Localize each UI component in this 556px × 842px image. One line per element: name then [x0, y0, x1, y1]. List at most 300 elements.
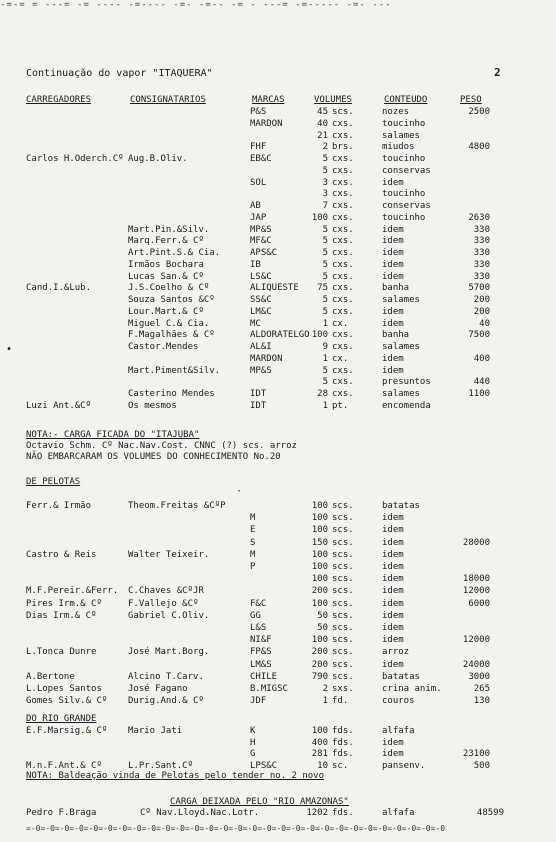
cell-conteudo: banha	[382, 330, 410, 341]
cell-unit: cxs.	[332, 271, 354, 282]
cell-volume: 5	[322, 165, 328, 176]
header-marcas: MARCAS	[252, 95, 285, 105]
cell-conteudo: idem	[382, 259, 404, 270]
cell-unit: cx.	[332, 318, 349, 329]
table-row	[0, 107, 556, 118]
cell-unit: scs.	[332, 525, 354, 536]
table-row	[0, 401, 556, 412]
cell-conteudo: conservas	[382, 165, 431, 176]
cell-unit: scs.	[332, 549, 354, 560]
cell-marca: H	[250, 737, 256, 748]
cell-consignatario: Irmãos Bochara	[128, 259, 204, 270]
cell-marca: MP&S	[250, 224, 272, 235]
cell-conteudo: idem	[382, 177, 404, 188]
cell-consignatario: Cº Nav.Lloyd.Nac.Lotr.	[140, 808, 260, 818]
note-carga-ficada: NOTA:- CARGA FICADA DO "ITAJUBA"	[26, 430, 200, 440]
cell-volume: 10	[317, 760, 328, 771]
cell-consignatario: Aug.B.Oliv.	[128, 154, 188, 164]
cell-marca: K	[250, 726, 256, 736]
cell-peso: 200	[473, 306, 490, 317]
cell-conteudo: idem	[382, 306, 404, 317]
cell-marca: MC	[250, 318, 261, 329]
cell-marca: G	[250, 749, 256, 759]
cell-marca: CHILE	[250, 671, 278, 682]
cell-peso: 330	[473, 236, 490, 247]
cell-peso: 40	[479, 318, 490, 329]
section-rio-grande: DO RIO GRANDE	[26, 714, 97, 724]
cell-volume: 100	[311, 330, 328, 341]
cell-carregador: Carlos H.Oderch.Cº	[26, 154, 124, 164]
cell-conteudo: idem	[382, 549, 404, 560]
cell-conteudo: idem	[382, 271, 404, 282]
cell-marca: GG	[250, 610, 261, 621]
cell-unit: scs.	[332, 586, 354, 597]
cell-consignatario: Art.Pint.S.& Cia.	[128, 248, 221, 258]
cell-conteudo: toucinho	[382, 154, 426, 164]
cell-marca: M	[250, 549, 256, 560]
cell-marca: L&S	[250, 623, 267, 633]
cell-conteudo: pansenv.	[382, 760, 426, 771]
cell-volume: 1	[322, 400, 328, 411]
cell-peso: 4800	[468, 142, 490, 153]
cell-conteudo: idem	[382, 635, 404, 646]
cell-unit: scs.	[332, 635, 354, 646]
cell-marca: IDT	[250, 400, 267, 411]
cell-marca: IDT	[250, 389, 267, 399]
cell-carregador: Castro & Reis	[26, 549, 97, 560]
table-row	[0, 236, 556, 247]
cell-volume: 3	[322, 189, 328, 200]
cell-consignatario: Mario Jati	[128, 726, 183, 736]
cell-consignatario: Castor.Mendes	[128, 342, 199, 352]
cell-volume: 28	[317, 389, 328, 399]
cell-conteudo: idem	[382, 598, 404, 609]
header-volumes: VOLUMES	[314, 95, 352, 105]
cell-consignatario: José Fagano	[128, 684, 188, 694]
cell-consignatario: Lucas San.& Cº	[128, 271, 204, 282]
cell-unit: cxs.	[332, 365, 354, 376]
cell-peso: 400	[473, 353, 490, 364]
table-row	[0, 513, 556, 524]
cell-volume: 100	[311, 562, 328, 572]
cell-volume: 5	[322, 259, 328, 270]
cell-conteudo: idem	[382, 525, 404, 536]
cell-unit: cxs.	[332, 330, 354, 341]
cell-volume: 100	[311, 525, 328, 536]
cell-volume: 100	[311, 549, 328, 560]
cell-carregador: Luzi Ant.&Cº	[26, 400, 92, 411]
cell-conteudo: presuntos	[382, 377, 431, 388]
cell-unit: cxs.	[332, 118, 354, 129]
cell-unit: scs.	[332, 537, 354, 548]
cell-peso: 440	[473, 377, 490, 388]
cell-marca: JDF	[250, 696, 267, 707]
cell-marca: APS&C	[250, 248, 278, 258]
cell-volume: 45	[317, 107, 328, 117]
cell-conteudo: idem	[382, 610, 404, 621]
cell-peso: 330	[473, 248, 490, 258]
cell-unit: fd.	[332, 696, 349, 707]
cell-unit: scs.	[332, 562, 354, 572]
cell-marca: MP&S	[250, 365, 272, 376]
cell-unit: cxs.	[332, 154, 354, 164]
page-title: Continuação do vapor "ITAQUERA"	[26, 68, 213, 79]
cell-marca: LPS&C	[250, 760, 278, 771]
cell-conteudo: alfafa	[382, 808, 415, 818]
cell-unit: cxs.	[332, 342, 354, 352]
cell-carregador: Gomes Silv.& Cº	[26, 696, 108, 707]
cell-conteudo: idem	[382, 513, 404, 524]
cell-consignatario: Os mesmos	[128, 400, 177, 411]
cell-consignatario: F.Magalhães & Cº	[128, 330, 215, 341]
cell-marca: AB	[250, 201, 261, 211]
cell-marca: LS&C	[250, 271, 272, 282]
section-pelotas: DE PELOTAS	[26, 477, 81, 487]
cell-marca: AL&I	[250, 342, 272, 352]
cell-unit: cxs.	[332, 389, 354, 399]
cell-volume: 5	[322, 271, 328, 282]
cell-unit: cxs.	[332, 283, 354, 294]
table-row	[0, 647, 556, 658]
cell-conteudo: idem	[382, 248, 404, 258]
cell-consignatario: C.Chaves &CºJR	[128, 586, 204, 597]
table-row	[0, 623, 556, 634]
cell-marca: M	[250, 513, 256, 524]
cell-marca: MARDON	[250, 118, 283, 129]
table-row	[0, 213, 556, 224]
cell-marca: IB	[250, 259, 261, 270]
table-row	[0, 684, 556, 695]
cell-carregador: Ferr.& Irmão	[26, 501, 92, 511]
cell-consignatario: J.S.Coelho & Cº	[128, 283, 210, 294]
cell-conteudo: batatas	[382, 671, 420, 682]
table-row	[0, 562, 556, 573]
cell-peso: 18000	[462, 574, 490, 585]
cell-volume: 1	[322, 353, 328, 364]
cell-volume: 100	[311, 501, 328, 511]
cell-unit: cxs.	[332, 177, 354, 188]
cell-consignatario: Marq.Ferr.& Cº	[128, 236, 204, 247]
cell-volume: 5	[322, 306, 328, 317]
cell-conteudo: idem	[382, 318, 404, 329]
cell-volume: 100	[311, 598, 328, 609]
cell-peso: 500	[473, 760, 490, 771]
cell-marca: MARDON	[250, 353, 283, 364]
cell-peso: 330	[473, 224, 490, 235]
cell-peso: 24000	[462, 659, 490, 670]
cell-unit: pt.	[332, 400, 349, 411]
cell-volume: 5	[322, 236, 328, 247]
cell-volume: 3	[322, 177, 328, 188]
carga-deixada-title: CARGA DEIXADA PELO "RIO AMAZONAS"	[170, 797, 349, 807]
margin-mark: •	[6, 344, 13, 355]
note-carga-ficada-line: Octavio Schm. Cº Nac.Nav.Cost. CNNC (?) scs. arroz	[26, 441, 297, 451]
cell-consignatario: Miguel C.& Cia.	[128, 318, 210, 329]
cell-carregador: Pedro F.Braga	[26, 808, 97, 818]
cell-volume: 21	[317, 130, 328, 141]
cell-volume: 5	[322, 248, 328, 258]
cell-carregador: L.Lopes Santos	[26, 684, 102, 694]
cell-peso: 12000	[462, 635, 490, 646]
cell-consignatario: Gabriel C.Oliv.	[128, 610, 210, 621]
cell-consignatario: Theom.Freitas &CºP	[128, 501, 226, 511]
cell-peso: 330	[473, 259, 490, 270]
cell-marca: LM&S	[250, 659, 272, 670]
cell-peso: 48599	[476, 808, 504, 818]
cell-peso: 130	[473, 696, 490, 707]
top-edge-marks: -=-= = ---= -= ---- -=---- -=- -=-- -= - ---= -=----- -=- ---	[0, 0, 392, 10]
cell-unit: cxs.	[332, 259, 354, 270]
cell-consignatario: Casterino Mendes	[128, 389, 215, 399]
cell-unit: cxs.	[332, 189, 354, 200]
cell-marca: SOL	[250, 177, 267, 188]
table-row	[0, 272, 556, 283]
cell-volume: 1202	[306, 808, 328, 818]
cell-peso: 23100	[462, 749, 490, 759]
cell-volume: 5	[322, 224, 328, 235]
cell-volume: 75	[317, 283, 328, 294]
cell-consignatario: Lour.Mart.& Cº	[128, 306, 204, 317]
table-row	[0, 330, 556, 341]
table-row	[0, 307, 556, 318]
cell-conteudo: banha	[382, 283, 410, 294]
cell-conteudo: idem	[382, 623, 404, 633]
cell-conteudo: idem	[382, 353, 404, 364]
cell-conteudo: batatas	[382, 501, 420, 511]
cell-volume: 2	[322, 142, 328, 153]
table-row	[0, 342, 556, 353]
cell-conteudo: idem	[382, 236, 404, 247]
cell-peso: 3000	[468, 671, 490, 682]
cell-marca: EB&C	[250, 154, 272, 164]
cell-conteudo: idem	[382, 224, 404, 235]
cell-peso: 265	[473, 684, 490, 694]
cell-marca: ALIQUESTE	[250, 283, 299, 294]
cell-peso: 6000	[468, 598, 490, 609]
cell-unit: cx.	[332, 353, 349, 364]
cell-unit: fds.	[332, 726, 354, 736]
cell-marca: SS&C	[250, 295, 272, 305]
cell-unit: scs.	[332, 501, 354, 511]
header-consignatarios: CONSIGNATARIOS	[130, 95, 206, 105]
cell-unit: cxs.	[332, 236, 354, 247]
cell-unit: cxs.	[332, 165, 354, 176]
cell-unit: sc.	[332, 760, 349, 771]
cell-volume: 100	[311, 635, 328, 646]
table-row	[0, 377, 556, 388]
cell-conteudo: alfafa	[382, 726, 415, 736]
cell-unit: fds.	[332, 749, 354, 759]
cell-carregador: E.F.Marsig.& Cº	[26, 726, 108, 736]
cell-marca: F&C	[250, 598, 267, 609]
cell-unit: fds.	[332, 737, 354, 748]
cell-unit: cxs.	[332, 212, 354, 223]
table-row	[0, 248, 556, 259]
cell-unit: cxs.	[332, 130, 354, 141]
cell-conteudo: idem	[382, 586, 404, 597]
cell-marca: B.MIGSC	[250, 684, 288, 694]
cell-carregador: M.F.Pereir.&Ferr.	[26, 586, 119, 597]
cell-peso: 200	[473, 295, 490, 305]
table-row	[0, 154, 556, 165]
cell-unit: brs.	[332, 142, 354, 153]
cell-consignatario: Walter Teixeir.	[128, 549, 210, 560]
cell-volume: 50	[317, 610, 328, 621]
cell-marca: LM&C	[250, 306, 272, 317]
cell-conteudo: couros	[382, 696, 415, 707]
cell-unit: scs.	[332, 659, 354, 670]
cell-consignatario: Souza Santos &Cº	[128, 295, 215, 305]
cell-conteudo: conservas	[382, 201, 431, 211]
table-row	[0, 131, 556, 142]
table-row	[0, 696, 556, 707]
header-peso: PESO	[460, 95, 482, 105]
cell-consignatario: Mart.Pin.&Silv.	[128, 224, 210, 235]
cell-unit: cxs.	[332, 377, 354, 388]
cell-volume: 400	[311, 737, 328, 748]
cell-carregador: A.Bertone	[26, 671, 75, 682]
cell-conteudo: idem	[382, 365, 404, 376]
table-row	[0, 189, 556, 200]
cell-volume: 5	[322, 295, 328, 305]
header-carregadores: CARREGADORES	[26, 95, 92, 105]
table-row	[0, 538, 556, 549]
table-row	[0, 166, 556, 177]
cell-marca: FHF	[250, 142, 267, 153]
cell-volume: 200	[311, 647, 328, 658]
table-row	[0, 808, 556, 819]
cell-conteudo: idem	[382, 659, 404, 670]
cell-volume: 100	[311, 726, 328, 736]
cell-consignatario: L.Pr.Sant.Cº	[128, 760, 194, 771]
cell-volume: 790	[311, 671, 328, 682]
cell-unit: cxs.	[332, 295, 354, 305]
cell-unit: cxs.	[332, 248, 354, 258]
cell-volume: 9	[322, 342, 328, 352]
cell-marca: S	[250, 537, 256, 548]
cell-unit: cxs.	[332, 224, 354, 235]
cell-conteudo: toucinho	[382, 189, 426, 200]
cell-carregador: L.Tonca Dunre	[26, 647, 97, 658]
cell-marca: P&S	[250, 107, 267, 117]
cell-unit: scs.	[332, 623, 354, 633]
cell-carregador: Cand.I.&Lub.	[26, 283, 92, 294]
cell-conteudo: miudos	[382, 142, 415, 153]
table-row	[0, 119, 556, 130]
cell-carregador: Dias Irm.& Cº	[26, 610, 97, 621]
cell-unit: scs.	[332, 610, 354, 621]
cell-peso: 2630	[468, 212, 490, 223]
cell-conteudo: toucinho	[382, 118, 426, 129]
cell-unit: scs.	[332, 574, 354, 585]
cell-marca: ALDORATELGO	[250, 330, 310, 341]
cell-unit: scs.	[332, 647, 354, 658]
table-row	[0, 283, 556, 294]
cell-volume: 200	[311, 659, 328, 670]
cell-unit: cxs.	[332, 201, 354, 211]
cell-conteudo: nozes	[382, 107, 410, 117]
cell-unit: scs.	[332, 107, 354, 117]
cell-unit: sxs.	[332, 684, 354, 694]
table-row	[0, 738, 556, 749]
table-row	[0, 501, 556, 512]
table-row	[0, 749, 556, 760]
table-row	[0, 574, 556, 585]
table-row	[0, 586, 556, 597]
table-row	[0, 142, 556, 153]
margin-mark: ·	[236, 486, 243, 497]
cell-volume: 150	[311, 537, 328, 548]
cell-consignatario: Durig.And.& Cº	[128, 696, 204, 707]
table-row	[0, 761, 556, 772]
cell-peso: 28000	[462, 537, 490, 548]
page-number: 2	[494, 66, 501, 79]
cell-carregador: Pires Irm.& Cº	[26, 598, 102, 609]
table-row	[0, 366, 556, 377]
table-row	[0, 599, 556, 610]
cell-volume: 1	[322, 696, 328, 707]
table-row	[0, 672, 556, 683]
cell-conteudo: salames	[382, 342, 420, 352]
cell-conteudo: arroz	[382, 647, 410, 658]
cell-peso: 5700	[468, 283, 490, 294]
cell-marca: E	[250, 525, 256, 536]
table-row	[0, 635, 556, 646]
cell-peso: 7500	[468, 330, 490, 341]
table-row	[0, 726, 556, 737]
cell-volume: 40	[317, 118, 328, 129]
table-row	[0, 660, 556, 671]
cell-volume: 5	[322, 154, 328, 164]
cell-unit: scs.	[332, 598, 354, 609]
cell-conteudo: encomenda	[382, 400, 431, 411]
cell-consignatario: Alcino T.Carv.	[128, 671, 204, 682]
table-row	[0, 178, 556, 189]
cell-volume: 200	[311, 586, 328, 597]
cell-volume: 100	[311, 212, 328, 223]
cell-volume: 281	[311, 749, 328, 759]
cell-conteudo: salames	[382, 130, 420, 141]
cell-volume: 100	[311, 574, 328, 585]
cell-consignatario: José Mart.Borg.	[128, 647, 210, 658]
cell-conteudo: idem	[382, 737, 404, 748]
cell-consignatario: F.Vallejo &Cº	[128, 598, 199, 609]
cell-peso: 2500	[468, 107, 490, 117]
cell-marca: FP&S	[250, 647, 272, 658]
cell-volume: 5	[322, 377, 328, 388]
cell-volume: 2	[322, 684, 328, 694]
cell-conteudo: salames	[382, 389, 420, 399]
cell-conteudo: idem	[382, 749, 404, 759]
cell-marca: NI&F	[250, 635, 272, 646]
cell-unit: scs.	[332, 671, 354, 682]
table-row	[0, 319, 556, 330]
cell-carregador: M.n.F.Ant.& Cº	[26, 760, 102, 771]
cell-peso: 12000	[462, 586, 490, 597]
cell-peso: 330	[473, 271, 490, 282]
table-row	[0, 295, 556, 306]
cell-unit: cxs.	[332, 306, 354, 317]
cell-peso: 1100	[468, 389, 490, 399]
cell-marca: MF&C	[250, 236, 272, 247]
cell-volume: 1	[322, 318, 328, 329]
cell-volume: 5	[322, 365, 328, 376]
cell-conteudo: idem	[382, 562, 404, 572]
cell-volume: 100	[311, 513, 328, 524]
table-row	[0, 550, 556, 561]
table-row	[0, 611, 556, 622]
cell-conteudo: salames	[382, 295, 420, 305]
